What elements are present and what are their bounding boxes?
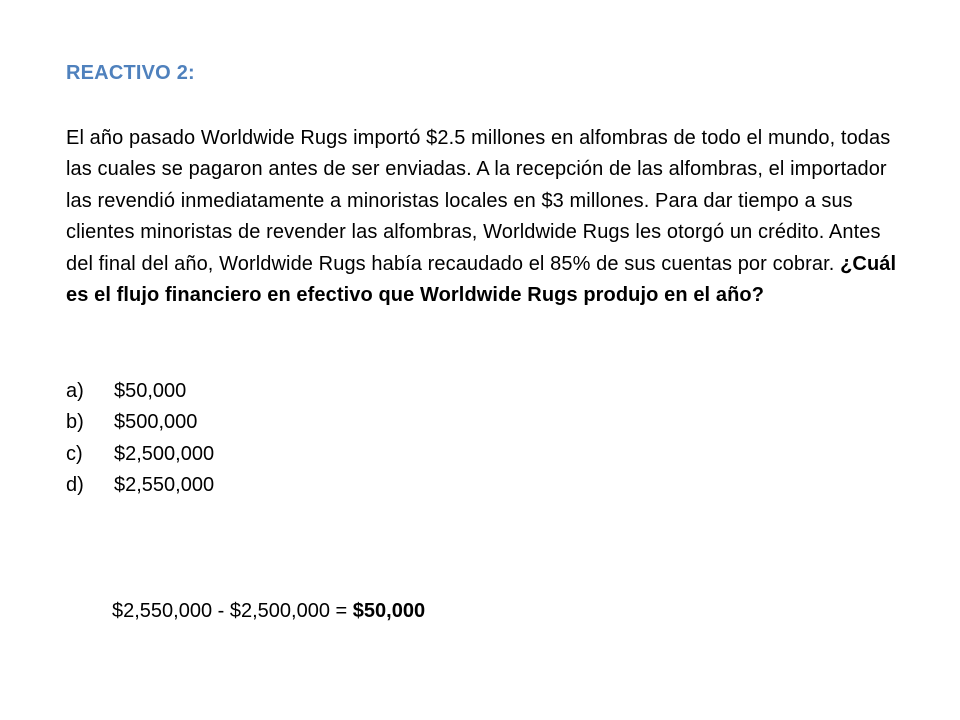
answer-equation: $2,550,000 - $2,500,000 = xyxy=(112,600,348,622)
option-letter: b) xyxy=(66,411,84,434)
answer-result: $50,000 xyxy=(352,600,426,622)
problem-text: El año pasado Worldwide Rugs importó $2.5 millones en alfombras de todo el mundo, todas las cuales se pagaron antes de ser enviadas. A la recepción de las alfombras, el importador las revendió inmediatamente a minoristas locales en $3 millones. Para dar tiempo a sus clientes minoristas de revender las alfombras, Worldwide Rugs les otorgó un crédito. Antes del final del año, Worldwide Rugs había recaudado el 85% de sus cuentas por cobrar. xyxy=(66,127,891,275)
option-letter: a) xyxy=(66,380,84,402)
option-letter: d) xyxy=(66,474,84,497)
option-value: $500,000 xyxy=(114,411,198,434)
answer-options xyxy=(66,376,214,502)
option-letter: c) xyxy=(66,442,83,465)
problem-title: REACTIVO 2: xyxy=(66,62,195,84)
option-value: $2,500,000 xyxy=(114,442,215,465)
option-c[interactable] xyxy=(66,439,214,470)
problem-statement xyxy=(66,123,906,311)
option-d[interactable] xyxy=(66,470,214,501)
option-a[interactable] xyxy=(66,376,214,407)
answer-calculation xyxy=(112,600,425,623)
option-value: $2,550,000 xyxy=(114,474,215,497)
option-b[interactable] xyxy=(66,407,214,438)
option-value: $50,000 xyxy=(114,380,187,402)
problem-question: ¿Cuál es el flujo financiero en efectivo que Worldwide Rugs produjo en el año? xyxy=(66,252,897,307)
